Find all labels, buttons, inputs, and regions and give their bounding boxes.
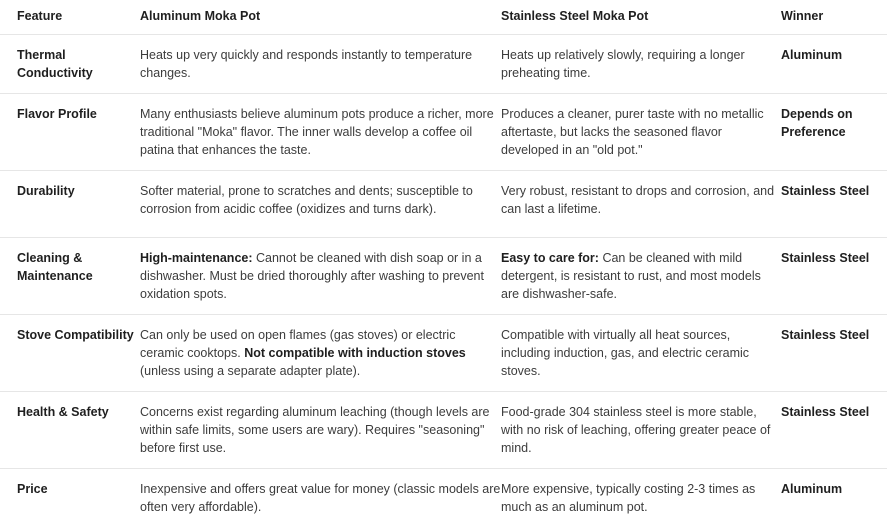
aluminum-text: Can only be used on open flames (gas stoves) or electric ceramic cooktops. [140, 328, 455, 360]
table-row [0, 469, 887, 527]
feature-cell [0, 171, 140, 238]
stainless-text: Food-grade 304 stainless steel is more stable, with no risk of leaching, offering greater peace of mind. [501, 405, 770, 455]
winner-label: Stainless Steel [781, 238, 887, 278]
aluminum-text: Inexpensive and offers great value for money (classic models are often very affordable). [140, 482, 500, 514]
winner-label: Stainless Steel [781, 171, 887, 211]
aluminum-text: Many enthusiasts believe aluminum pots produce a richer, more traditional "Moka" flavor. The inner walls develop a coffee oil patina that enhances the taste. [140, 107, 494, 157]
feature-cell [0, 469, 140, 527]
feature-label: Cleaning & Maintenance [17, 238, 140, 296]
stainless-cell [501, 315, 781, 392]
winner-label: Aluminum [781, 469, 887, 509]
feature-cell [0, 35, 140, 94]
stainless-cell [501, 392, 781, 469]
aluminum-cell [140, 94, 501, 171]
aluminum-text-post: (unless using a separate adapter plate). [140, 364, 360, 378]
winner-cell [781, 469, 887, 527]
feature-cell [0, 315, 140, 392]
table-row [0, 94, 887, 171]
winner-cell [781, 171, 887, 238]
header-aluminum: Aluminum Moka Pot [140, 0, 501, 35]
aluminum-text: Cannot be cleaned with dish soap or in a dishwasher. Must be dried thoroughly after washing to prevent oxidation spots. [140, 251, 484, 301]
aluminum-text: Heats up very quickly and responds instantly to temperature changes. [140, 48, 472, 80]
feature-label: Durability [17, 171, 140, 211]
winner-cell [781, 238, 887, 315]
winner-cell [781, 315, 887, 392]
table-row [0, 35, 887, 94]
winner-label: Depends on Preference [781, 94, 887, 152]
stainless-cell [501, 171, 781, 238]
stainless-cell [501, 94, 781, 171]
header-stainless: Stainless Steel Moka Pot [501, 0, 781, 35]
header-winner: Winner [781, 0, 887, 35]
header-row [0, 0, 887, 35]
winner-cell [781, 94, 887, 171]
table-row [0, 392, 887, 469]
aluminum-text: Concerns exist regarding aluminum leaching (though levels are within safe limits, some users are wary). Requires "seasoning" before first use. [140, 405, 490, 455]
aluminum-emphasis: High-maintenance: [140, 251, 253, 265]
table-row [0, 171, 887, 238]
table-body [0, 35, 887, 527]
feature-label: Stove Compatibility [17, 315, 140, 355]
stainless-text: Can be cleaned with mild detergent, is resistant to rust, and most models are dishwasher-safe. [501, 251, 761, 301]
aluminum-text: Softer material, prone to scratches and dents; susceptible to corrosion from acidic coffee (oxidizes and turns dark). [140, 184, 473, 216]
stainless-text: Heats up relatively slowly, requiring a longer preheating time. [501, 48, 745, 80]
stainless-text: Very robust, resistant to drops and corrosion, and can last a lifetime. [501, 184, 774, 216]
feature-label: Health & Safety [17, 392, 140, 432]
aluminum-cell [140, 238, 501, 315]
stainless-cell [501, 35, 781, 94]
feature-cell [0, 94, 140, 171]
feature-label: Price [17, 469, 140, 509]
feature-label: Thermal Conductivity [17, 35, 140, 93]
stainless-text: Produces a cleaner, purer taste with no metallic aftertaste, but lacks the seasoned flavor developed in an "old pot." [501, 107, 764, 157]
aluminum-cell [140, 315, 501, 392]
table-header [0, 0, 887, 35]
stainless-text: Compatible with virtually all heat sources, including induction, gas, and electric ceramic stoves. [501, 328, 749, 378]
feature-cell [0, 238, 140, 315]
stainless-cell [501, 238, 781, 315]
aluminum-cell [140, 35, 501, 94]
stainless-text: More expensive, typically costing 2-3 times as much as an aluminum pot. [501, 482, 755, 514]
stainless-emphasis: Easy to care for: [501, 251, 599, 265]
aluminum-cell [140, 171, 501, 238]
winner-label: Stainless Steel [781, 315, 887, 355]
winner-label: Stainless Steel [781, 392, 887, 432]
aluminum-cell [140, 469, 501, 527]
stainless-cell [501, 469, 781, 527]
winner-cell [781, 392, 887, 469]
table-row [0, 238, 887, 315]
feature-label: Flavor Profile [17, 94, 140, 134]
header-feature: Feature [0, 0, 140, 35]
winner-label: Aluminum [781, 35, 887, 75]
table-row [0, 315, 887, 392]
winner-cell [781, 35, 887, 94]
aluminum-emphasis: Not compatible with induction stoves [244, 346, 466, 360]
feature-cell [0, 392, 140, 469]
aluminum-cell [140, 392, 501, 469]
